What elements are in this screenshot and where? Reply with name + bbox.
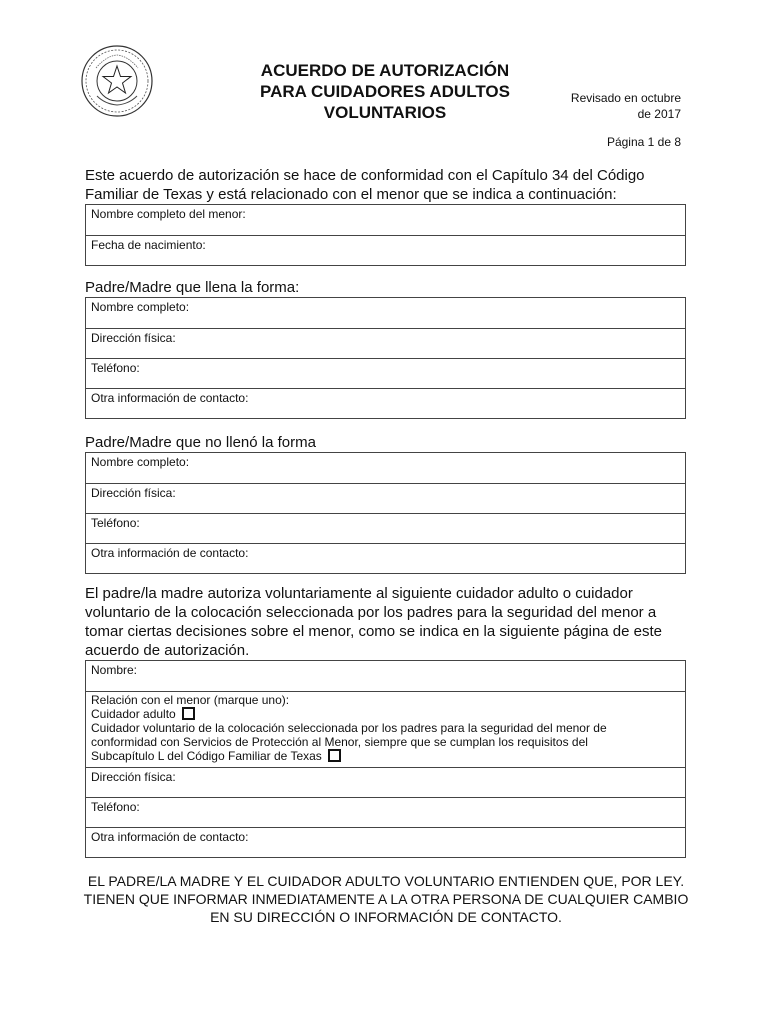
field-label: Fecha de nacimiento: bbox=[91, 238, 206, 252]
field-label: Dirección física: bbox=[91, 331, 176, 345]
caregiver-name-field[interactable] bbox=[86, 661, 685, 691]
option-adult-caregiver bbox=[91, 707, 680, 721]
parent-filling-phone-field[interactable] bbox=[86, 358, 685, 388]
title-line: PARA CUIDADORES ADULTOS bbox=[260, 82, 510, 101]
field-label: Teléfono: bbox=[91, 361, 140, 375]
field-label: Teléfono: bbox=[91, 800, 140, 814]
title-line: VOLUNTARIOS bbox=[323, 103, 447, 122]
option-text-line: conformidad con Servicios de Protección al Menor, siempre que se cumplan los requisitos del bbox=[91, 735, 588, 749]
parent-not-filling-name-field[interactable] bbox=[86, 453, 685, 483]
authorization-text: El padre/la madre autoriza voluntariamente al siguiente cuidador adulto o cuidador voluntario de la colocación seleccionada por los padres para la seguridad del menor a tomar ciertas decisiones sobre el menor, como se indica en la siguiente página de este acuerdo de autorización. bbox=[85, 585, 662, 659]
title-line: ACUERDO DE AUTORIZACIÓN bbox=[260, 61, 510, 80]
parent-filling-contact-field[interactable] bbox=[86, 388, 685, 418]
authorization-section bbox=[85, 584, 686, 858]
field-label: Otra información de contacto: bbox=[91, 391, 249, 405]
field-label: Otra información de contacto: bbox=[91, 830, 249, 844]
caregiver-phone-field[interactable] bbox=[86, 797, 685, 827]
parent-not-filling-contact-field[interactable] bbox=[86, 543, 685, 573]
caregiver-contact-field[interactable] bbox=[86, 827, 685, 857]
field-label: Nombre: bbox=[91, 663, 138, 677]
footer-notice: EL PADRE/LA MADRE Y EL CUIDADOR ADULTO VOLUNTARIO ENTIENDEN QUE, POR LEY. TIENEN QUE INFORMAR INMEDIATAMENTE A LA OTRA PERSONA DE CUALQUIER CAMBIO EN SU DIRECCIÓN O INFORMACIÓN DE CONTACTO. bbox=[83, 873, 689, 925]
parent-filling-section bbox=[85, 278, 686, 419]
relationship-label: Relación con el menor (marque uno): bbox=[91, 693, 290, 707]
child-info-box bbox=[85, 204, 686, 266]
relationship-field bbox=[86, 691, 685, 767]
parent-not-filling-section bbox=[85, 433, 686, 574]
intro-text: Este acuerdo de autorización se hace de conformidad con el Capítulo 34 del Código Familiar de Texas y está relacionado con el menor que se indica a continuación: bbox=[85, 167, 645, 203]
revision-date bbox=[540, 90, 681, 122]
page-number: Página 1 de 8 bbox=[606, 135, 681, 149]
parent-filling-box bbox=[85, 297, 686, 419]
caregiver-address-field[interactable] bbox=[86, 767, 685, 797]
option-label: Subcapítulo L del Código Familiar de Texas bbox=[91, 749, 322, 763]
parent-not-filling-address-field[interactable] bbox=[86, 483, 685, 513]
option-text-line: Cuidador voluntario de la colocación seleccionada por los padres para la seguridad del menor de bbox=[91, 721, 607, 735]
voluntary-caregiver-checkbox[interactable] bbox=[328, 749, 341, 762]
field-label: Dirección física: bbox=[91, 486, 176, 500]
state-seal-logo bbox=[80, 44, 154, 118]
document-title bbox=[230, 60, 540, 123]
parent-not-filling-box bbox=[85, 452, 686, 574]
child-section bbox=[85, 166, 686, 266]
option-voluntary-caregiver bbox=[91, 749, 680, 763]
field-label: Nombre completo: bbox=[91, 455, 190, 469]
option-label: Cuidador adulto bbox=[91, 707, 176, 721]
field-label: Nombre completo del menor: bbox=[91, 207, 246, 221]
adult-caregiver-checkbox[interactable] bbox=[182, 707, 195, 720]
parent-not-filling-phone-field[interactable] bbox=[86, 513, 685, 543]
parent-filling-address-field[interactable] bbox=[86, 328, 685, 358]
revision-line: de 2017 bbox=[637, 107, 681, 121]
child-name-field[interactable] bbox=[86, 205, 685, 235]
field-label: Teléfono: bbox=[91, 516, 140, 530]
field-label: Dirección física: bbox=[91, 770, 176, 784]
section-heading: Padre/Madre que no llenó la forma bbox=[85, 434, 316, 451]
field-label: Nombre completo: bbox=[91, 300, 190, 314]
field-label: Otra información de contacto: bbox=[91, 546, 249, 560]
parent-filling-name-field[interactable] bbox=[86, 298, 685, 328]
child-dob-field[interactable] bbox=[86, 235, 685, 265]
caregiver-box bbox=[85, 660, 686, 858]
revision-line: Revisado en octubre bbox=[570, 91, 681, 105]
section-heading: Padre/Madre que llena la forma: bbox=[85, 279, 300, 296]
